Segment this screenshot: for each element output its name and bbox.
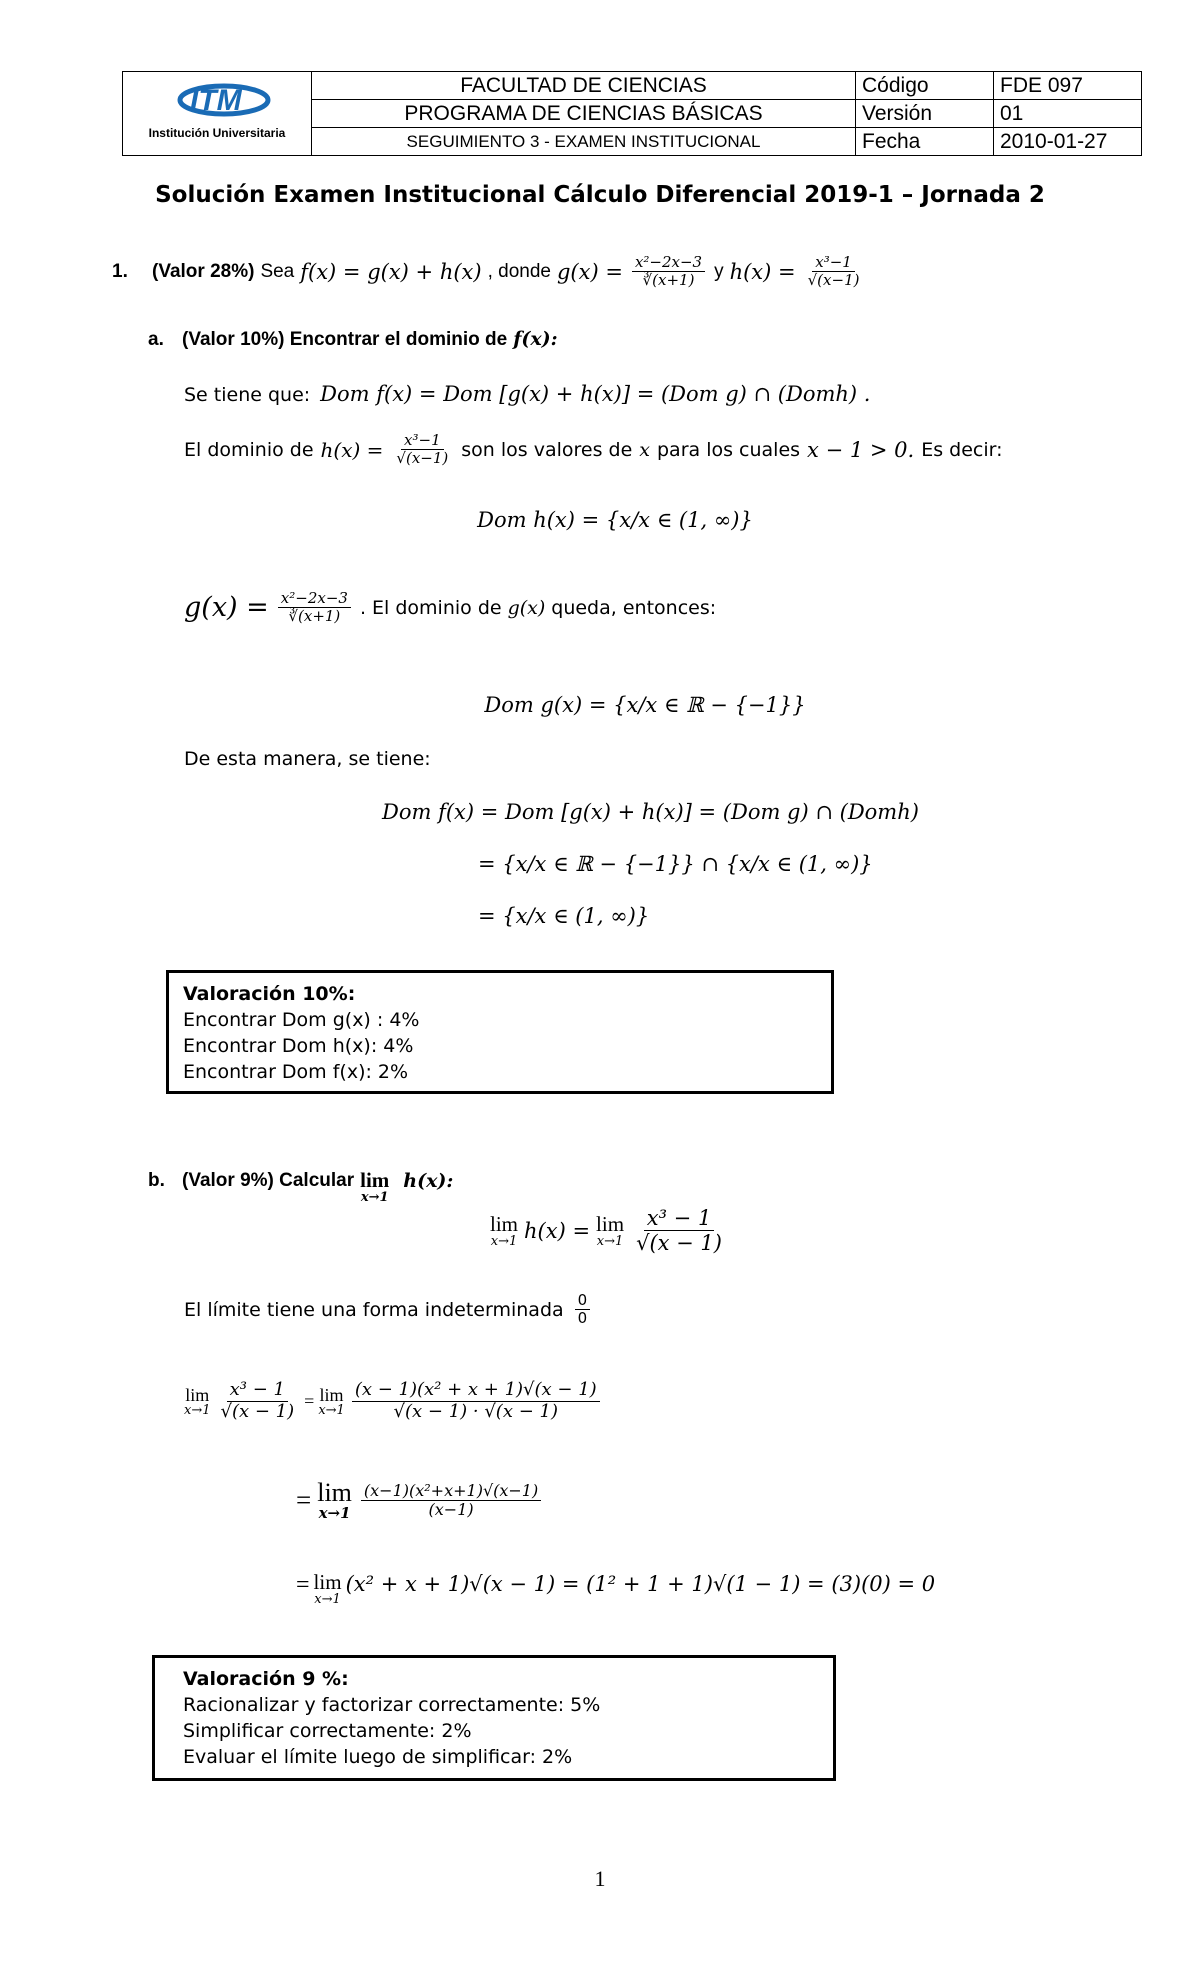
question-1 xyxy=(112,254,865,290)
indeterminate-line xyxy=(184,1292,593,1328)
lim-4 xyxy=(314,1572,342,1606)
dominio-h-denominator: √(x−1) xyxy=(396,449,449,468)
itm-logo xyxy=(129,74,305,153)
eq1-fraction xyxy=(633,1206,725,1255)
dominio-h-fraction xyxy=(393,432,451,468)
zero-over-zero xyxy=(575,1292,591,1328)
lim-subscript: x→1 xyxy=(596,1233,624,1249)
eq3-denominator: (x−1) xyxy=(428,1500,474,1519)
zero-denominator: 0 xyxy=(577,1309,588,1328)
lim-1b xyxy=(596,1211,625,1249)
box-b-line: Evaluar el límite luego de simplificar: 2% xyxy=(183,1746,573,1768)
limit-eq-2 xyxy=(184,1380,603,1422)
box-b-line: Simplificar correctamente: 2% xyxy=(183,1720,472,1742)
logo-cell xyxy=(123,72,312,156)
box-a-line: Encontrar Dom g(x) : 4% xyxy=(183,1009,420,1031)
g-fraction xyxy=(632,254,705,290)
equals-sign: = xyxy=(296,1485,312,1515)
document-subtitle: SEGUIMIENTO 3 - EXAMEN INSTITUCIONAL xyxy=(312,128,856,156)
eq2-right-denominator: √(x − 1) · √(x − 1) xyxy=(393,1400,558,1422)
limit-eq-4 xyxy=(296,1572,935,1606)
page-number: 1 xyxy=(594,1866,606,1891)
program-title: PROGRAMA DE CIENCIAS BÁSICAS xyxy=(312,100,856,128)
g-after-math: g(x) xyxy=(507,596,546,619)
zero-numerator: 0 xyxy=(575,1292,591,1310)
dom-equation: Dom f(x) = Dom [g(x) + h(x)] = (Dom g) ∩ (Domh) . xyxy=(320,382,871,406)
box-a-title: Valoración 10%: xyxy=(183,983,356,1005)
part-a-label: a. xyxy=(148,329,164,350)
box-b-line: Racionalizar y factorizar correctamente: 5% xyxy=(183,1694,601,1716)
dominio-h-line xyxy=(184,432,1003,468)
g-denominator: ∛(x+1) xyxy=(642,271,695,290)
logo-text: ITM xyxy=(190,84,242,117)
part-b-label: b. xyxy=(148,1170,165,1191)
de-esta-manera: De esta manera, se tiene: xyxy=(184,748,431,770)
logo-caption: Institución Universitaria xyxy=(148,126,286,140)
equals-sign: = xyxy=(304,1390,315,1411)
version-value: 01 xyxy=(994,100,1142,128)
para-cuales: para los cuales xyxy=(657,438,801,461)
lim-subscript: x→1 xyxy=(184,1402,211,1418)
se-tiene-text: Se tiene que: xyxy=(184,384,311,406)
eq3-fraction xyxy=(361,1482,541,1520)
limit-eq-3 xyxy=(296,1480,544,1521)
fecha-value: 2010-01-27 xyxy=(994,128,1142,156)
part-b-heading xyxy=(148,1170,453,1204)
final-eq-1: Dom f(x) = Dom [g(x) + h(x)] = (Dom g) ∩ (Domh) xyxy=(382,800,919,824)
part-b-title-tail: h(x): xyxy=(403,1170,454,1192)
question-number: 1. xyxy=(112,260,128,282)
dominio-h-pre: El dominio de xyxy=(184,438,314,461)
faculty-title: FACULTAD DE CIENCIAS xyxy=(312,72,856,100)
lim-word: lim xyxy=(317,1478,352,1507)
lim-2a xyxy=(184,1386,211,1417)
condition: x − 1 > 0. xyxy=(807,437,915,462)
f-definition: f(x) = g(x) + h(x) xyxy=(300,259,482,284)
eq3-numerator: (x−1)(x²+x+1)√(x−1) xyxy=(361,1482,541,1501)
lim-word: lim xyxy=(490,1211,519,1236)
lim-word: lim xyxy=(360,1168,390,1192)
donde-text: , donde xyxy=(487,260,551,282)
lim-word: lim xyxy=(185,1384,210,1405)
lim-2b xyxy=(318,1386,345,1417)
es-decir: Es decir: xyxy=(921,438,1003,461)
g-denominator-large: ∛(x+1) xyxy=(288,607,341,626)
lim-1a xyxy=(490,1211,519,1249)
part-a-heading xyxy=(148,328,558,351)
h-fraction xyxy=(805,254,863,290)
lim-subscript: x→1 xyxy=(360,1190,389,1205)
g-after: . El dominio de xyxy=(359,596,502,619)
dom-h-result: Dom h(x) = {x/x ∈ (1, ∞)} xyxy=(477,508,753,532)
eq2-left-numerator: x³ − 1 xyxy=(227,1380,288,1402)
codigo-label: Código xyxy=(856,72,994,100)
dominio-h-numerator: x³−1 xyxy=(401,432,444,450)
h-denominator: √(x−1) xyxy=(807,271,860,290)
itm-logo-icon xyxy=(162,80,272,120)
eq2-left-denominator: √(x − 1) xyxy=(220,1400,295,1422)
valoracion-box-a xyxy=(166,970,834,1094)
part-a-title-math: f(x): xyxy=(513,328,558,350)
dom-g-result: Dom g(x) = {x/x ∈ ℝ − {−1}} xyxy=(484,693,806,717)
y-text: y xyxy=(714,260,724,282)
part-b-lim xyxy=(360,1170,389,1204)
codigo-value: FDE 097 xyxy=(994,72,1142,100)
g-numerator: x²−2x−3 xyxy=(632,254,705,272)
g-lhs-large: g(x) = xyxy=(184,592,269,624)
g-numerator-large: x²−2x−3 xyxy=(278,590,351,608)
lim-word: lim xyxy=(596,1211,625,1236)
h-lhs: h(x) = xyxy=(729,259,796,284)
lim-subscript: x→1 xyxy=(318,1504,351,1522)
eq2-right-numerator: (x − 1)(x² + x + 1)√(x − 1) xyxy=(352,1380,600,1402)
box-a-line: Encontrar Dom f(x): 2% xyxy=(183,1061,409,1083)
fecha-label: Fecha xyxy=(856,128,994,156)
valoracion-box-b xyxy=(152,1655,836,1781)
lim-subscript: x→1 xyxy=(490,1233,518,1249)
document-header xyxy=(122,71,1142,156)
lim-3 xyxy=(317,1480,352,1521)
page-title: Solución Examen Institucional Cálculo Diferencial 2019-1 – Jornada 2 xyxy=(155,182,1045,208)
eq4-expression: (x² + x + 1)√(x − 1) = (1² + 1 + 1)√(1 − 1) = (3)(0) = 0 xyxy=(345,1572,936,1596)
final-eq-3: = {x/x ∈ (1, ∞)} xyxy=(478,904,650,928)
lim-word: lim xyxy=(313,1570,342,1594)
eq2-left-fraction xyxy=(218,1380,298,1422)
h-numerator: x³−1 xyxy=(812,254,855,272)
eq1-mid: h(x) = xyxy=(524,1218,591,1243)
eq1-denominator: √(x − 1) xyxy=(636,1231,722,1256)
g-lhs: g(x) = xyxy=(556,259,623,284)
queda-text: queda, entonces: xyxy=(551,596,717,619)
part-a-title: (Valor 10%) Encontrar el dominio de xyxy=(182,329,508,350)
var-x: x xyxy=(639,438,650,461)
part-b-title: (Valor 9%) Calcular xyxy=(182,1170,355,1191)
lim-subscript: x→1 xyxy=(318,1402,345,1418)
indeterminate-text: El límite tiene una forma indeterminada xyxy=(184,1298,564,1321)
eq1-numerator: x³ − 1 xyxy=(644,1206,715,1231)
dominio-h-lhs: h(x) = xyxy=(320,437,384,462)
se-tiene-line xyxy=(184,382,870,406)
eq2-right-fraction xyxy=(352,1380,600,1422)
limit-eq-1 xyxy=(490,1206,728,1255)
g-fraction-large xyxy=(278,590,351,626)
question-value: (Valor 28%) xyxy=(152,260,255,282)
g-domain-line xyxy=(184,590,716,626)
dominio-h-mid: son los valores de xyxy=(461,438,633,461)
equals-sign: = xyxy=(296,1572,310,1598)
final-eq-2: = {x/x ∈ ℝ − {−1}} ∩ {x/x ∈ (1, ∞)} xyxy=(478,852,873,876)
lim-subscript: x→1 xyxy=(314,1592,341,1607)
lim-word: lim xyxy=(319,1384,344,1405)
version-label: Versión xyxy=(856,100,994,128)
question-sea: Sea xyxy=(260,260,295,282)
box-b-title: Valoración 9 %: xyxy=(183,1668,349,1690)
box-a-line: Encontrar Dom h(x): 4% xyxy=(183,1035,414,1057)
